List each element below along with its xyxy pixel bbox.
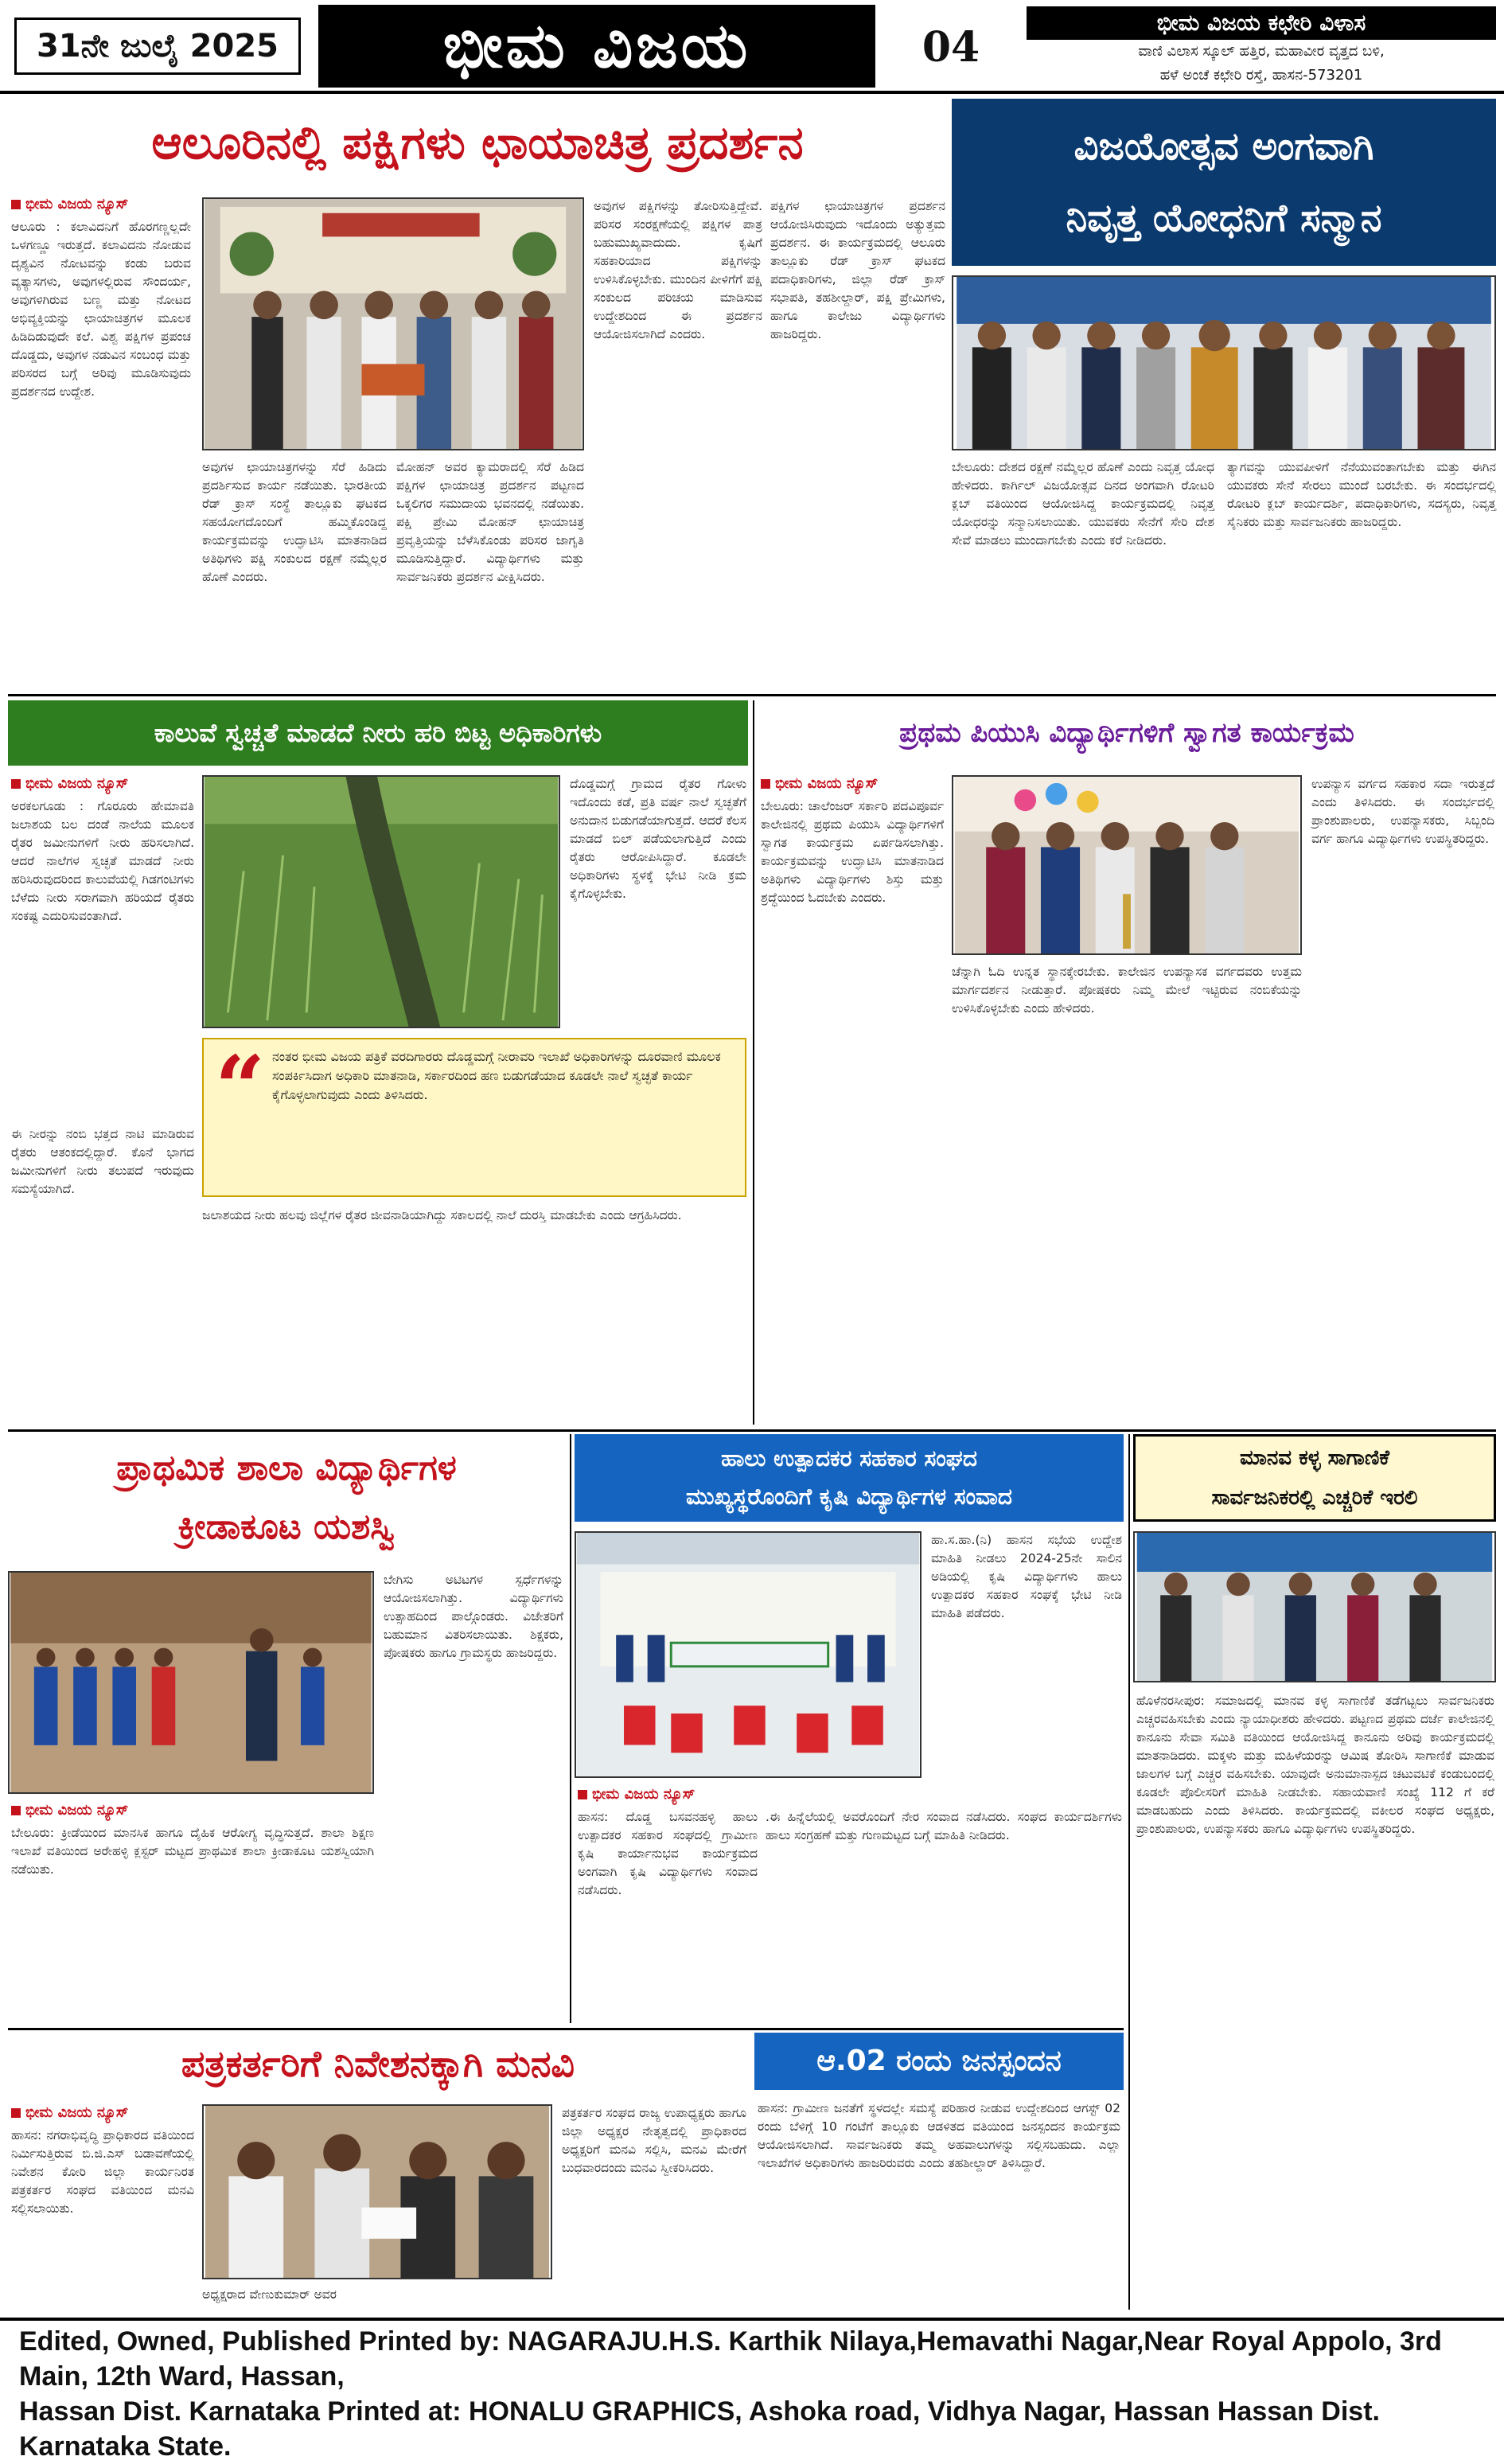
- imprint-line1: Edited, Owned, Published Printed by: NAGARAJU.H.S. Karthik Nilaya,Hemavathi Nagar,Near Royal Appolo, 3rd Main, 12th Ward, Hassan,: [19, 2326, 1442, 2392]
- photo-children-sports: [10, 1573, 372, 1792]
- byline-text: ಭೀಮ ವಿಜಯ ನ್ಯೂಸ್: [25, 1802, 129, 1819]
- janaspandana-col1: ಹಾಸನ: ಗ್ರಾಮೀಣ ಜನತೆಗೆ ಸ್ಥಳದಲ್ಲೇ ಸಮಸ್ಯೆ ಪರಿಹಾರ ನೀಡುವ ಉದ್ದೇಶದಿಂದ ಆಗಸ್ಟ್ 02 ರಂದು ಬೆಳಿಗ್ಗೆ 10 ಗಂಟೆಗೆ ತಾಲ್ಲೂಕು ಆಡಳಿತದ ವತಿಯಿಂದ ಜನಸ್ಪಂದನ ಕಾರ್ಯಕ್ರಮ ಆಯೋಜಿಸಲಾಗಿದೆ. ಸಾರ್ವಜನಿಕರು ತಮ್ಮ ಅಹವಾಲುಗಳನ್ನು ಸಲ್ಲಿಸಬಹುದು. ಎಲ್ಲಾ ಇಲಾಖೆಗಳ ಅಧಿಕಾರಿಗಳು ಹಾಜರಿರುವರು ಎಂದು ತಹಶೀಲ್ದಾರ್ ತಿಳಿಸಿದ್ದಾರೆ.: [758, 2101, 1120, 2170]
- birds-col4: ಅವುಗಳ ಪಕ್ಷಿಗಳನ್ನು ತೋರಿಸುತ್ತಿದ್ದೇವೆ. ಪರಿಸರ ಸಂರಕ್ಷಣೆಯಲ್ಲಿ ಪಕ್ಷಿಗಳ ಪಾತ್ರ ಬಹುಮುಖ್ಯವಾದುದು. ಕೃಷಿಗೆ ಸಹಕಾರಿಯಾದ ಪಕ್ಷಿಗಳನ್ನು ಉಳಿಸಿಕೊಳ್ಳಬೇಕು. ಮುಂದಿನ ಪೀಳಿಗೆಗೆ ಪಕ್ಷಿ ಸಂಕುಲದ ಪರಿಚಯ ಮಾಡಿಸುವ ಉದ್ದೇಶದಿಂದ ಈ ಪ್ರದರ್ಶನ ಆಯೋಜಿಸಲಾಗಿದೆ ಎಂದರು.: [594, 199, 762, 341]
- headline-puc: ಪ್ರಥಮ ಪಿಯುಸಿ ವಿದ್ಯಾರ್ಥಿಗಳಿಗೆ ಸ್ವಾಗತ ಕಾರ್ಯಕ್ರಮ: [899, 717, 1354, 749]
- theft-col1: ಹೊಳೆನರಸೀಪುರ: ಸಮಾಜದಲ್ಲಿ ಮಾನವ ಕಳ್ಳ ಸಾಗಾಣಿಕೆ ತಡೆಗಟ್ಟಲು ಸಾರ್ವಜನಿಕರು ಎಚ್ಚರವಹಿಸಬೇಕು ಎಂದು ನ್ಯಾಯಾಧೀಶರು ಹೇಳಿದರು. ಪಟ್ಟಣದ ಪ್ರಥಮ ದರ್ಜೆ ಕಾಲೇಜಿನಲ್ಲಿ ಕಾನೂನು ಸೇವಾ ಸಮಿತಿ ವತಿಯಿಂದ ಆಯೋಜಿಸಿದ್ದ ಕಾನೂನು ಅರಿವು ಕಾರ್ಯಕ್ರಮದಲ್ಲಿ ಮಾತನಾಡಿದರು. ಮಕ್ಕಳು ಮತ್ತು ಮಹಿಳೆಯರನ್ನು ಆಮಿಷ ತೋರಿಸಿ ಸಾಗಾಣಿಕೆ ಮಾಡುವ ಜಾಲಗಳ ಬಗ್ಗೆ ಎಚ್ಚರ ವಹಿಸಬೇಕು. ಯಾವುದೇ ಅನುಮಾನಾಸ್ಪದ ಚಟುವಟಿಕೆ ಕಂಡುಬಂದಲ್ಲಿ ಕೂಡಲೇ ಪೊಲೀಸರಿಗೆ ಮಾಹಿತಿ ನೀಡಬೇಕು. ಸಹಾಯವಾಣಿ ಸಂಖ್ಯೆ 112 ಗೆ ಕರೆ ಮಾಡಬಹುದು ಎಂದು ತಿಳಿಸಿದರು. ಕಾರ್ಯಕ್ರಮದಲ್ಲಿ ವಕೀಲರ ಸಂಘದ ಅಧ್ಯಕ್ಷರು, ಪ್ರಾಂಶುಪಾಲರು, ಉಪನ್ಯಾಸಕರು ಹಾಗೂ ವಿದ್ಯಾರ್ಥಿಗಳು ಉಪಸ್ಥಿತರಿದ್ದರು.: [1136, 1694, 1494, 1836]
- photo-group-honour: [953, 277, 1494, 449]
- byline-sports: [11, 1802, 194, 1819]
- sports-photo: [8, 1571, 374, 1794]
- photo-event-stage: [204, 199, 583, 449]
- bullet-icon: [11, 779, 21, 789]
- birds-col3: ಮೋಹನ್ ಅವರ ಕ್ಯಾಮರಾದಲ್ಲಿ ಸೆರೆ ಹಿಡಿದ ಪಕ್ಷಿಗಳ ಛಾಯಾಚಿತ್ರ ಪ್ರದರ್ಶನ ಪಟ್ಟಣದ ಒಕ್ಕಲಿಗರ ಸಮುದಾಯ ಭವನದಲ್ಲಿ ನಡೆಯಿತು. ಪಕ್ಷಿ ಪ್ರೇಮಿ ಮೋಹನ್ ಛಾಯಾಚಿತ್ರ ಪ್ರವೃತ್ತಿಯನ್ನು ಬೆಳೆಸಿಕೊಂಡು ಪರಿಸರ ಜಾಗೃತಿ ಮೂಡಿಸುತ್ತಿದ್ದಾರೆ. ವಿದ್ಯಾರ್ಥಿಗಳು ಮತ್ತು ಸಾರ್ವಜನಿಕರು ಪ್ರದರ್ಶನ ವೀಕ್ಷಿಸಿದರು.: [396, 460, 584, 584]
- headline-birds: ಆಲೂರಿನಲ್ಲಿ ಪಕ್ಷಿಗಳು ಛಾಯಾಚಿತ್ರ ಪ್ರದರ್ಶನ: [151, 115, 804, 170]
- office-title: ಭೀಮ ವಿಜಯ ಕಛೇರಿ ವಿಳಾಸ: [1027, 6, 1496, 40]
- canal-photo: [202, 775, 560, 1028]
- page-number: 04: [921, 22, 980, 72]
- headline-theft: [1133, 1434, 1496, 1522]
- headline-milk: [575, 1434, 1124, 1522]
- article-theft: [1133, 1434, 1496, 2310]
- canal-col3: ಈ ನೀರನ್ನು ನಂಬಿ ಭತ್ತದ ನಾಟಿ ಮಾಡಿರುವ ರೈತರು ಆತಂಕದಲ್ಲಿದ್ದಾರೆ. ಕೊನೆ ಭಾಗದ ಜಮೀನುಗಳಿಗೆ ನೀರು ತಲುಪದೆ ಇರುವುದು ಸಮಸ್ಯೆಯಾಗಿದೆ.: [11, 1127, 194, 1196]
- canal-quote-text: ನಂತರ ಭೀಮ ವಿಜಯ ಪತ್ರಿಕೆ ವರದಿಗಾರರು ದೊಡ್ಡಮಗ್ಗೆ ನೀರಾವರಿ ಇಲಾಖೆ ಅಧಿಕಾರಿಗಳನ್ನು ದೂರವಾಣಿ ಮೂಲಕ ಸಂಪರ್ಕಿಸಿದಾಗ ಅಧಿಕಾರಿ ಮಾತನಾಡಿ, ಸರ್ಕಾರದಿಂದ ಹಣ ಬಿಡುಗಡೆಯಾದ ಕೂಡಲೇ ನಾಲೆ ಸ್ವಚ್ಛತೆ ಕಾರ್ಯ ಕೈಗೊಳ್ಳಲಾಗುವುದು ಎಂದು ತಿಳಿಸಿದರು.: [272, 1049, 721, 1102]
- newspaper-title: ಭೀಮ ವಿಜಯ: [318, 5, 875, 88]
- office-address-line1: ವಾಣಿ ವಿಲಾಸ ಸ್ಕೂಲ್ ಹತ್ತಿರ, ಮಹಾವೀರ ವೃತ್ತದ ಬಳಿ,: [1138, 43, 1385, 60]
- soldier-col2: ತ್ಯಾಗವನ್ನು ಯುವಪೀಳಿಗೆ ನೆನೆಯುವಂತಾಗಬೇಕು ಮತ್ತು ಈಗಿನ ಯುವಕರು ಸೇನೆ ಸೇರಲು ಮುಂದೆ ಬರಬೇಕು. ಈ ಸಂದರ್ಭದಲ್ಲಿ ರೋಟರಿ ಕ್ಲಬ್ ಕಾರ್ಯದರ್ಶಿ, ಪದಾಧಿಕಾರಿಗಳು, ಸದಸ್ಯರು, ನಿವೃತ್ತ ಸೈನಿಕರು ಮತ್ತು ಸಾರ್ವಜನಿಕರು ಹಾಜರಿದ್ದರು.: [1227, 460, 1496, 529]
- article-puc: [758, 700, 1496, 1425]
- headline-theft-line2: ಸಾರ್ವಜನಿಕರಲ್ಲಿ ಎಚ್ಚರಿಕೆ ಇರಲಿ: [1211, 1486, 1418, 1510]
- headline-soldier: [952, 99, 1496, 266]
- headline-sports-line1: ಪ್ರಾಥಮಿಕ ಶಾಲಾ ವಿದ್ಯಾರ್ಥಿಗಳ: [116, 1448, 457, 1488]
- journalists-col2: ಪತ್ರಕರ್ತರ ಸಂಘದ ರಾಜ್ಯ ಉಪಾಧ್ಯಕ್ಷರು ಹಾಗೂ ಜಿಲ್ಲಾ ಅಧ್ಯಕ್ಷರ ನೇತೃತ್ವದಲ್ಲಿ ಪ್ರಾಧಿಕಾರದ ಅಧ್ಯಕ್ಷರಿಗೆ ಮನವಿ ಸಲ್ಲಿಸಿ, ಮನವಿ ಮೇರೆಗೆ ಬುಧವಾರದಂದು ಮನವಿ ಸ್ವೀಕರಿಸಿದರು.: [562, 2106, 746, 2175]
- byline-text: ಭೀಮ ವಿಜಯ ನ್ಯೂಸ್: [25, 775, 129, 792]
- puc-col1: ಬೇಲೂರು: ಚಾಲೆಂಜರ್ ಸರ್ಕಾರಿ ಪದವಿಪೂರ್ವ ಕಾಲೇಜಿನಲ್ಲಿ ಪ್ರಥಮ ಪಿಯುಸಿ ವಿದ್ಯಾರ್ಥಿಗಳಿಗೆ ಸ್ವಾಗತ ಕಾರ್ಯಕ್ರಮ ಏರ್ಪಡಿಸಲಾಗಿತ್ತು. ಕಾರ್ಯಕ್ರಮವನ್ನು ಉದ್ಘಾಟಿಸಿ ಮಾತನಾಡಿದ ಅತಿಥಿಗಳು ವಿದ್ಯಾರ್ಥಿಗಳು ಶಿಸ್ತು ಮತ್ತು ಶ್ರದ್ಧೆಯಿಂದ ಓದಬೇಕು ಎಂದರು.: [761, 799, 944, 905]
- photo-overgrown-canal: [204, 777, 559, 1027]
- headline-milk-line1: ಹಾಲು ಉತ್ಪಾದಕರ ಸಹಕಾರ ಸಂಘದ: [721, 1445, 977, 1472]
- puc-col2: ಚೆನ್ನಾಗಿ ಓದಿ ಉನ್ನತ ಸ್ಥಾನಕ್ಕೇರಬೇಕು. ಕಾಲೇಜಿನ ಉಪನ್ಯಾಸಕ ವರ್ಗದವರು ಉತ್ತಮ ಮಾರ್ಗದರ್ಶನ ನೀಡುತ್ತಾರೆ. ಪೋಷಕರು ನಿಮ್ಮ ಮೇಲೆ ಇಟ್ಟಿರುವ ನಂಬಿಕೆಯನ್ನು ಉಳಿಸಿಕೊಳ್ಳಬೇಕು ಎಂದು ಹೇಳಿದರು.: [952, 965, 1302, 1016]
- soldier-photo: [952, 275, 1496, 450]
- canal-col2: ದೊಡ್ಡಮಗ್ಗೆ ಗ್ರಾಮದ ರೈತರ ಗೋಳು ಇದೊಂದು ಕಡೆ, ಪ್ರತಿ ವರ್ಷ ನಾಲೆ ಸ್ವಚ್ಛತೆಗೆ ಅನುದಾನ ಬಿಡುಗಡೆಯಾಗುತ್ತದೆ. ಆದರೆ ಕೆಲಸ ಮಾಡದೆ ಬಿಲ್ ಪಡೆಯಲಾಗುತ್ತಿದೆ ಎಂದು ರೈತರು ಆರೋಪಿಸಿದ್ದಾರೆ. ಕೂಡಲೇ ಅಧಿಕಾರಿಗಳು ಸ್ಥಳಕ್ಕೆ ಭೇಟಿ ನೀಡಿ ಕ್ರಮ ಕೈಗೊಳ್ಳಬೇಕು.: [570, 777, 746, 901]
- journalists-col1: ಹಾಸನ: ನಗರಾಭಿವೃದ್ಧಿ ಪ್ರಾಧಿಕಾರದ ವತಿಯಿಂದ ನಿರ್ಮಿಸುತ್ತಿರುವ ಬಿ.ಜಿ.ಎಸ್ ಬಡಾವಣೆಯಲ್ಲಿ ನಿವೇಶನ ಕೋರಿ ಜಿಲ್ಲಾ ಕಾರ್ಯನಿರತ ಪತ್ರಕರ್ತರ ಸಂಘದ ವತಿಯಿಂದ ಮನವಿ ಸಲ್ಲಿಸಲಾಯಿತು.: [11, 2128, 194, 2216]
- office-address-line2: ಹಳೆ ಅಂಚೆ ಕಛೇರಿ ರಸ್ತೆ, ಹಾಸನ-573201: [1159, 67, 1363, 84]
- birds-col5: ಪಕ್ಷಿಗಳ ಛಾಯಾಚಿತ್ರಗಳ ಪ್ರದರ್ಶನ ಆಯೋಜಿಸಿರುವುದು ಇದೊಂದು ಅತ್ಯುತ್ತಮ ಪ್ರದರ್ಶನ. ಈ ಕಾರ್ಯಕ್ರಮದಲ್ಲಿ ಆಲೂರು ತಾಲ್ಲೂಕು ರೆಡ್ ಕ್ರಾಸ್ ಘಟಕದ ಪದಾಧಿಕಾರಿಗಳು, ಜಿಲ್ಲಾ ರೆಡ್ ಕ್ರಾಸ್ ಸಭಾಪತಿ, ತಹಶೀಲ್ದಾರ್, ಪಕ್ಷಿ ಪ್ರೇಮಿಗಳು, ಹಾಗೂ ಕಾಲೇಜು ವಿದ್ಯಾರ್ಥಿಗಳು ಹಾಜರಿದ್ದರು.: [770, 199, 945, 341]
- byline-text: ಭೀಮ ವಿಜಯ ನ್ಯೂಸ್: [25, 2104, 129, 2121]
- article-journalists: [8, 2033, 748, 2311]
- headline-milk-line2: ಮುಖ್ಯಸ್ಥರೊಂದಿಗೆ ಕೃಷಿ ವಿದ್ಯಾರ್ಥಿಗಳ ಸಂವಾದ: [685, 1483, 1013, 1510]
- article-sports: [8, 1434, 565, 2023]
- headline-theft-line1: ಮಾನವ ಕಳ್ಳ ಸಾಗಾಣಿಕೆ: [1240, 1446, 1389, 1470]
- headline-janaspandana: ಆ.02 ರಂದು ಜನಸ್ಪಂದನ: [754, 2033, 1124, 2090]
- headline-canal: ಕಾಲುವೆ ಸ್ವಚ್ಚತೆ ಮಾಡದೆ ನೀರು ಹರಿ ಬಿಟ್ಟ ಅಧಿಕಾರಿಗಳು: [8, 700, 748, 766]
- birds-col2: ಅವುಗಳ ಛಾಯಾಚಿತ್ರಗಳನ್ನು ಸೆರೆ ಹಿಡಿದು ಪ್ರದರ್ಶಿಸುವ ಕಾರ್ಯ ನಡೆಯಿತು. ಭಾರತೀಯ ರೆಡ್ ಕ್ರಾಸ್ ಸಂಸ್ಥೆ ತಾಲ್ಲೂಕು ಘಟಕದ ಸಹಯೋಗದೊಂದಿಗೆ ಹಮ್ಮಿಕೊಂಡಿದ್ದ ಕಾರ್ಯಕ್ರಮವನ್ನು ಉದ್ಘಾಟಿಸಿ ಮಾತನಾಡಿದ ಅತಿಥಿಗಳು ಪಕ್ಷಿ ಸಂಕುಲದ ರಕ್ಷಣೆ ನಮ್ಮೆಲ್ಲರ ಹೊಣೆ ಎಂದರು.: [202, 460, 387, 584]
- byline-text: ಭೀಮ ವಿಜಯ ನ್ಯೂಸ್: [25, 196, 129, 212]
- bullet-icon: [761, 779, 770, 789]
- journalists-photo: [202, 2104, 552, 2279]
- masthead: [0, 0, 1504, 94]
- puc-photo: [952, 775, 1302, 955]
- column-divider: [1128, 1434, 1130, 2310]
- headline-sports-line2: ಕ್ರೀಡಾಕೂಟ ಯಶಸ್ವಿ: [177, 1507, 395, 1547]
- column-divider: [570, 1434, 571, 2023]
- quote-mark-icon: “: [215, 1036, 266, 1139]
- bullet-icon: [578, 1790, 587, 1799]
- canal-col1: ಅರಕಲಗೂಡು : ಗೊರೂರು ಹೇಮಾವತಿ ಜಲಾಶಯ ಬಲ ದಂಡೆ ನಾಲೆಯ ಮೂಲಕ ರೈತರ ಜಮೀನುಗಳಿಗೆ ನೀರು ಹರಿಸಲಾಗಿದೆ. ಆದರೆ ನಾಲೆಗಳ ಸ್ವಚ್ಛತೆ ಮಾಡದೆ ನೀರು ಹರಿಸಿರುವುದರಿಂದ ಕಾಲುವೆಯಲ್ಲಿ ಗಿಡಗಂಟಿಗಳು ಬೆಳೆದು ನೀರು ಸರಾಗವಾಗಿ ಹರಿಯದೆ ರೈತರು ಸಂಕಷ್ಟ ಎದುರಿಸುವಂತಾಗಿದೆ.: [11, 799, 194, 923]
- byline-puc: [761, 775, 944, 792]
- sports-col2: ಬೇಗಿಸು ಅಟಿಟಗಳ ಸ್ಪರ್ಧೆಗಳನ್ನು ಆಯೋಜಿಸಲಾಗಿತ್ತು. ವಿದ್ಯಾರ್ಥಿಗಳು ಉತ್ಸಾಹದಿಂದ ಪಾಲ್ಗೊಂಡರು. ವಿಜೇತರಿಗೆ ಬಹುಮಾನ ವಿತರಿಸಲಾಯಿತು. ಶಿಕ್ಷಕರು, ಪೋಷಕರು ಹಾಗೂ ಗ್ರಾಮಸ್ಥರು ಹಾಜರಿದ್ದರು.: [384, 1573, 563, 1660]
- journalists-caption: ಅಧ್ಯಕ್ಷರಾದ ವೇಣುಕುಮಾರ್ ಅವರ: [202, 2287, 337, 2302]
- byline-text: ಭೀಮ ವಿಜಯ ನ್ಯೂಸ್: [775, 775, 879, 792]
- photo-memorandum-handover: [204, 2106, 551, 2278]
- canal-col4: ಜಲಾಶಯದ ನೀರು ಹಲವು ಜಿಲ್ಲೆಗಳ ರೈತರ ಜೀವನಾಡಿಯಾಗಿದ್ದು ಸಕಾಲದಲ್ಲಿ ನಾಲೆ ದುರಸ್ತಿ ಮಾಡಬೇಕು ಎಂದು ಆಗ್ರಹಿಸಿದರು.: [202, 1208, 682, 1222]
- soldier-col1: ಬೇಲೂರು: ದೇಶದ ರಕ್ಷಣೆ ನಮ್ಮೆಲ್ಲರ ಹೊಣೆ ಎಂದು ನಿವೃತ್ತ ಯೋಧ ಹೇಳಿದರು. ಕಾರ್ಗಿಲ್ ವಿಜಯೋತ್ಸವ ದಿನದ ಅಂಗವಾಗಿ ರೋಟರಿ ಕ್ಲಬ್ ವತಿಯಿಂದ ಆಯೋಜಿಸಿದ್ದ ಕಾರ್ಯಕ್ರಮದಲ್ಲಿ ನಿವೃತ್ತ ಯೋಧರನ್ನು ಸನ್ಮಾನಿಸಲಾಯಿತು. ಯುವಕರು ಸೇನೆಗೆ ಸೇರಿ ದೇಶ ಸೇವೆ ಮಾಡಲು ಮುಂದಾಗಬೇಕು ಎಂದು ಕರೆ ನೀಡಿದರು.: [952, 460, 1214, 548]
- headline-soldier-line2: ನಿವೃತ್ತ ಯೋಧನಿಗೆ ಸನ್ಮಾನ: [1066, 196, 1382, 240]
- milk-photo: [575, 1531, 921, 1778]
- section-divider: [8, 694, 1496, 696]
- milk-col1: ಹಾ.ಸ.ಹಾ.(ನಿ) ಹಾಸನ ಸಭೆಯ ಉದ್ದೇಶ ಮಾಹಿತಿ ನೀಡಲು 2024-25ನೇ ಸಾಲಿನ ಅಡಿಯಲ್ಲಿ ಕೃಷಿ ವಿದ್ಯಾರ್ಥಿಗಳು ಹಾಲು ಉತ್ಪಾದಕರ ಸಹಕಾರ ಸಂಘಕ್ಕೆ ಭೇಟಿ ನೀಡಿ ಮಾಹಿತಿ ಪಡೆದರು.: [931, 1533, 1122, 1620]
- headline-soldier-line1: ವಿಜಯೋತ್ಸವ ಅಂಗವಾಗಿ: [1073, 124, 1374, 169]
- byline-birds: [11, 196, 194, 212]
- milk-col3: .ಈ ಹಿನ್ನೆಲೆಯಲ್ಲಿ ಅವರೊಂದಿಗೆ ನೇರ ಸಂವಾದ ನಡೆಸಿದರು. ಸಂಘದ ಕಾರ್ಯದರ್ಶಿಗಳು ಹಾಲು ಸಂಗ್ರಹಣೆ ಮತ್ತು ಗುಣಮಟ್ಟದ ಬಗ್ಗೆ ಮಾಹಿತಿ ನೀಡಿದರು.: [766, 1810, 1122, 1842]
- theft-photo: [1133, 1531, 1496, 1682]
- photo-lamp-lighting: [953, 777, 1300, 953]
- imprint-line2: Hassan Dist. Karnataka Printed at: HONALU GRAPHICS, Ashoka road, Vidhya Nagar, Hassan Hassan Dist. Karnataka State.: [19, 2396, 1380, 2462]
- photo-awareness-stage: [1135, 1533, 1494, 1681]
- byline-journalists: [11, 2104, 194, 2121]
- article-birds: [8, 99, 947, 688]
- sports-col1: ಬೇಲೂರು: ಕ್ರೀಡೆಯಿಂದ ಮಾನಸಿಕ ಹಾಗೂ ದೈಹಿಕ ಆರೋಗ್ಯ ವೃದ್ಧಿಸುತ್ತದೆ. ಶಾಲಾ ಶಿಕ್ಷಣ ಇಲಾಖೆ ವತಿಯಿಂದ ಅರೇಹಳ್ಳಿ ಕ್ಲಸ್ಟರ್ ಮಟ್ಟದ ಪ್ರಾಥಮಿಕ ಶಾಲಾ ಕ್ರೀಡಾಕೂಟ ಯಶಸ್ವಿಯಾಗಿ ನಡೆಯಿತು.: [11, 1826, 374, 1877]
- canal-quote: [202, 1038, 746, 1197]
- puc-col3: ಉಪನ್ಯಾಸ ವರ್ಗದ ಸಹಕಾರ ಸದಾ ಇರುತ್ತದೆ ಎಂದು ತಿಳಿಸಿದರು. ಈ ಸಂದರ್ಭದಲ್ಲಿ ಪ್ರಾಂಶುಪಾಲರು, ಉಪನ್ಯಾಸಕರು, ಸಿಬ್ಬಂದಿ ವರ್ಗ ಹಾಗೂ ವಿದ್ಯಾರ್ಥಿಗಳು ಉಪಸ್ಥಿತರಿದ್ದರು.: [1311, 777, 1494, 846]
- column-divider: [753, 700, 754, 1425]
- issue-date: 31ನೇ ಜುಲೈ 2025: [14, 18, 301, 75]
- headline-sports: [8, 1434, 565, 1561]
- office-address-box: [1027, 6, 1496, 89]
- article-janaspandana: [754, 2033, 1124, 2311]
- byline-canal: [11, 775, 194, 792]
- bullet-icon: [11, 200, 21, 209]
- section-divider: [8, 1429, 1496, 1432]
- imprint-footer: [0, 2318, 1504, 2462]
- section-divider: [8, 2028, 1124, 2030]
- byline-text: ಭೀಮ ವಿಜಯ ನ್ಯೂಸ್: [592, 1786, 696, 1803]
- article-milk: [575, 1434, 1124, 2023]
- article-soldier: [952, 99, 1496, 688]
- article-canal: [8, 700, 748, 1425]
- headline-journalists: ಪತ್ರಕರ್ತರಿಗೆ ನಿವೇಶನಕ್ಕಾಗಿ ಮನವಿ: [181, 2042, 575, 2085]
- birds-photo: [202, 197, 584, 450]
- byline-milk: [578, 1786, 761, 1803]
- bullet-icon: [11, 2108, 21, 2118]
- bullet-icon: [11, 1806, 21, 1815]
- birds-col1: ಆಲೂರು : ಕಲಾವಿದನಿಗೆ ಹೊರಗಣ್ಣಲ್ಲದೇ ಒಳಗಣ್ಣೂ ಇರುತ್ತದೆ. ಕಲಾವಿದನು ನೋಡುವ ದೃಶ್ಯವಿನ ನೋಟವನ್ನು ಕಂಡು ಬರುವ ವ್ಯತ್ಯಾಸಗಳು, ಅವುಗಳಲ್ಲಿರುವ ಸೌಂದರ್ಯ, ಅವುಗಳಿಗಿರುವ ಬಣ್ಣ ಮತ್ತು ನೋಟದ ಅಭಿವ್ಯಕ್ತಿಯನ್ನು ಛಾಯಾಚಿತ್ರಗಳ ಮೂಲಕ ಹಿಡಿದಿಡುವುದೇ ಕಲೆ. ವಿಶ್ವ ಪಕ್ಷಿಗಳ ಪ್ರಪಂಚ ದೊಡ್ಡದು, ಅವುಗಳ ನಡುವಿನ ಸಂಬಂಧ ಮತ್ತು ಪರಿಸರದ ಬಗ್ಗೆ ಅರಿವು ಮೂಡಿಸುವುದು ಪ್ರದರ್ಶನದ ಉದ್ದೇಶ.: [11, 220, 191, 399]
- photo-milk-society-students: [576, 1533, 920, 1776]
- milk-col2: ಹಾಸನ: ದೊಡ್ಡ ಬಸವನಹಳ್ಳಿ ಹಾಲು ಉತ್ಪಾದಕರ ಸಹಕಾರ ಸಂಘದಲ್ಲಿ ಗ್ರಾಮೀಣ ಕೃಷಿ ಕಾರ್ಯಾನುಭವ ಕಾರ್ಯಕ್ರಮದ ಅಂಗವಾಗಿ ಕೃಷಿ ವಿದ್ಯಾರ್ಥಿಗಳು ಸಂವಾದ ನಡೆಸಿದರು.: [578, 1810, 758, 1897]
